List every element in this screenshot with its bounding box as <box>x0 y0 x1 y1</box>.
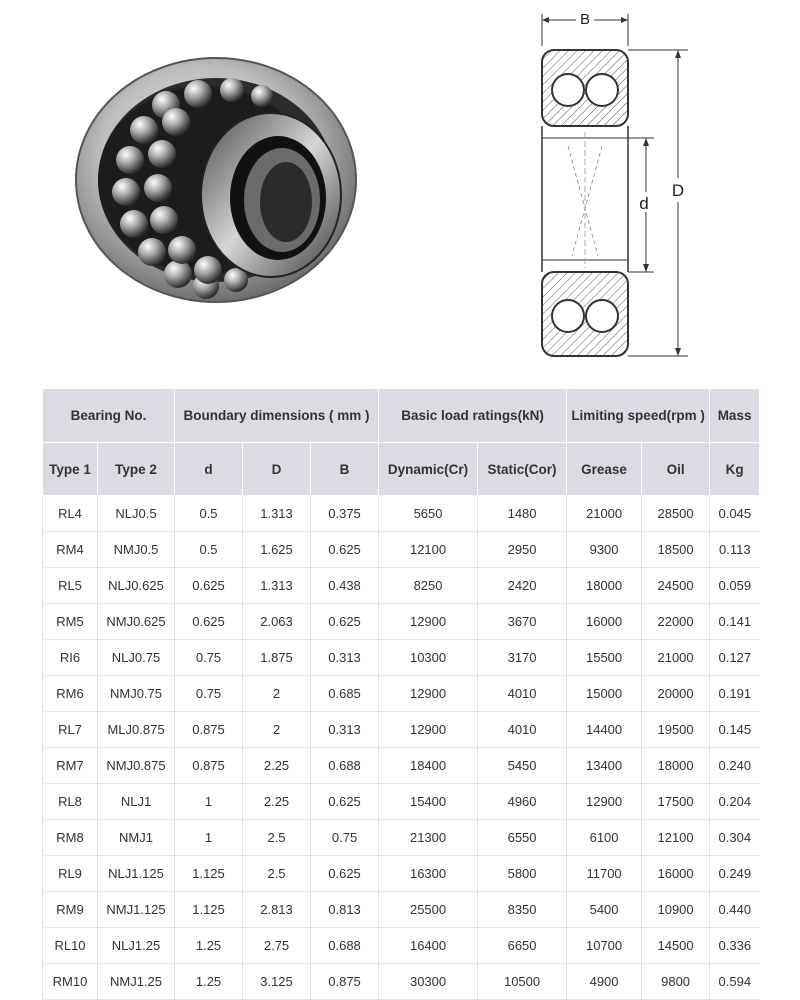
cell-static: 6650 <box>478 928 567 964</box>
cell-dynamic: 18400 <box>379 748 478 784</box>
cell-type2: NMJ1.25 <box>98 964 175 1000</box>
cell-grease: 21000 <box>567 496 642 532</box>
cell-kg: 0.336 <box>710 928 760 964</box>
cell-D: 1.875 <box>243 640 311 676</box>
cell-kg: 0.240 <box>710 748 760 784</box>
cell-B: 0.688 <box>311 928 379 964</box>
cell-type2: NLJ1.25 <box>98 928 175 964</box>
cell-B: 0.688 <box>311 748 379 784</box>
cell-kg: 0.440 <box>710 892 760 928</box>
cell-grease: 15500 <box>567 640 642 676</box>
cell-D: 2 <box>243 676 311 712</box>
cell-B: 0.625 <box>311 856 379 892</box>
cell-dynamic: 12900 <box>379 712 478 748</box>
header-oil: Oil <box>642 443 710 496</box>
cell-type1: RM6 <box>43 676 98 712</box>
table-row <box>43 856 760 892</box>
cell-D: 2.813 <box>243 892 311 928</box>
cell-B: 0.625 <box>311 532 379 568</box>
table-row <box>43 892 760 928</box>
header-boundary-dimensions: Boundary dimensions ( mm ) <box>175 389 379 443</box>
cell-B: 0.813 <box>311 892 379 928</box>
cell-D: 2.5 <box>243 820 311 856</box>
cell-static: 8350 <box>478 892 567 928</box>
cell-B: 0.375 <box>311 496 379 532</box>
cell-static: 5800 <box>478 856 567 892</box>
cell-oil: 18000 <box>642 748 710 784</box>
cell-D: 2.063 <box>243 604 311 640</box>
cell-D: 2.25 <box>243 784 311 820</box>
cell-d: 0.75 <box>175 640 243 676</box>
cell-dynamic: 12100 <box>379 532 478 568</box>
cell-grease: 5400 <box>567 892 642 928</box>
cell-type2: NMJ0.5 <box>98 532 175 568</box>
cell-grease: 15000 <box>567 676 642 712</box>
cell-type1: RM10 <box>43 964 98 1000</box>
cell-type1: RM9 <box>43 892 98 928</box>
cell-grease: 11700 <box>567 856 642 892</box>
cell-oil: 18500 <box>642 532 710 568</box>
cell-type1: RM7 <box>43 748 98 784</box>
table-row <box>43 496 760 532</box>
cell-dynamic: 5650 <box>379 496 478 532</box>
cell-oil: 22000 <box>642 604 710 640</box>
cell-static: 10500 <box>478 964 567 1000</box>
cell-d: 0.5 <box>175 496 243 532</box>
cell-grease: 6100 <box>567 820 642 856</box>
cell-type1: RL4 <box>43 496 98 532</box>
cell-oil: 20000 <box>642 676 710 712</box>
cell-D: 2.25 <box>243 748 311 784</box>
cell-type2: NMJ0.75 <box>98 676 175 712</box>
cell-grease: 18000 <box>567 568 642 604</box>
table-row <box>43 532 760 568</box>
table-row <box>43 964 760 1000</box>
cell-kg: 0.204 <box>710 784 760 820</box>
table-row <box>43 928 760 964</box>
table-row <box>43 568 760 604</box>
table-body <box>43 496 760 1000</box>
cell-dynamic: 16400 <box>379 928 478 964</box>
table-row <box>43 784 760 820</box>
cell-static: 4960 <box>478 784 567 820</box>
cell-oil: 12100 <box>642 820 710 856</box>
cell-d: 0.625 <box>175 604 243 640</box>
cell-type2: NLJ1 <box>98 784 175 820</box>
header-static: Static(Cor) <box>478 443 567 496</box>
header-bearing-no: Bearing No. <box>43 389 175 443</box>
cell-D: 1.313 <box>243 568 311 604</box>
cell-d: 0.75 <box>175 676 243 712</box>
cell-oil: 10900 <box>642 892 710 928</box>
cell-dynamic: 25500 <box>379 892 478 928</box>
cell-kg: 0.141 <box>710 604 760 640</box>
header-mass: Mass <box>710 389 760 443</box>
cell-type1: RL7 <box>43 712 98 748</box>
cell-dynamic: 21300 <box>379 820 478 856</box>
cell-type2: NLJ0.5 <box>98 496 175 532</box>
cell-static: 4010 <box>478 676 567 712</box>
cell-type1: RM5 <box>43 604 98 640</box>
cell-d: 0.875 <box>175 712 243 748</box>
cell-kg: 0.594 <box>710 964 760 1000</box>
cell-oil: 9800 <box>642 964 710 1000</box>
cell-oil: 24500 <box>642 568 710 604</box>
dimension-label-d: d <box>639 194 649 213</box>
cell-grease: 10700 <box>567 928 642 964</box>
cell-dynamic: 30300 <box>379 964 478 1000</box>
table-row <box>43 604 760 640</box>
cell-B: 0.438 <box>311 568 379 604</box>
bearing-photo <box>66 30 366 330</box>
cell-static: 2420 <box>478 568 567 604</box>
cell-d: 1 <box>175 820 243 856</box>
cell-type2: NMJ1 <box>98 820 175 856</box>
cell-kg: 0.191 <box>710 676 760 712</box>
header-type2: Type 2 <box>98 443 175 496</box>
cell-static: 2950 <box>478 532 567 568</box>
table-row <box>43 676 760 712</box>
cell-D: 1.313 <box>243 496 311 532</box>
cell-B: 0.313 <box>311 712 379 748</box>
cell-oil: 21000 <box>642 640 710 676</box>
cell-type2: MLJ0.875 <box>98 712 175 748</box>
cell-oil: 17500 <box>642 784 710 820</box>
cell-kg: 0.045 <box>710 496 760 532</box>
cell-D: 3.125 <box>243 964 311 1000</box>
cell-grease: 13400 <box>567 748 642 784</box>
bearing-spec-table <box>42 388 760 1000</box>
cell-type1: RI6 <box>43 640 98 676</box>
cell-d: 1.25 <box>175 964 243 1000</box>
cell-D: 2.75 <box>243 928 311 964</box>
dimension-label-B: B <box>579 11 591 28</box>
cell-type2: NMJ1.125 <box>98 892 175 928</box>
cell-d: 0.5 <box>175 532 243 568</box>
cell-static: 5450 <box>478 748 567 784</box>
cell-d: 0.625 <box>175 568 243 604</box>
header-dynamic: Dynamic(Cr) <box>379 443 478 496</box>
cell-dynamic: 12900 <box>379 604 478 640</box>
cell-D: 2 <box>243 712 311 748</box>
header-type1: Type 1 <box>43 443 98 496</box>
cell-static: 3170 <box>478 640 567 676</box>
header-grease: Grease <box>567 443 642 496</box>
header-D: D <box>243 443 311 496</box>
cell-type1: RL10 <box>43 928 98 964</box>
cell-static: 1480 <box>478 496 567 532</box>
header-kg: Kg <box>710 443 760 496</box>
cell-dynamic: 12900 <box>379 676 478 712</box>
cell-static: 6550 <box>478 820 567 856</box>
cell-d: 1.25 <box>175 928 243 964</box>
header-d: d <box>175 443 243 496</box>
cell-kg: 0.145 <box>710 712 760 748</box>
cell-kg: 0.059 <box>710 568 760 604</box>
cell-B: 0.313 <box>311 640 379 676</box>
cell-d: 1 <box>175 784 243 820</box>
cell-type2: NMJ0.625 <box>98 604 175 640</box>
cell-grease: 4900 <box>567 964 642 1000</box>
cross-section-drawing <box>528 6 708 362</box>
header-basic-load-ratings: Basic load ratings(kN) <box>379 389 567 443</box>
cell-kg: 0.249 <box>710 856 760 892</box>
table-row <box>43 820 760 856</box>
cell-kg: 0.304 <box>710 820 760 856</box>
cell-kg: 0.113 <box>710 532 760 568</box>
cell-B: 0.75 <box>311 820 379 856</box>
cell-type1: RL5 <box>43 568 98 604</box>
table-row <box>43 640 760 676</box>
cell-type2: NLJ1.125 <box>98 856 175 892</box>
cell-kg: 0.127 <box>710 640 760 676</box>
header-limiting-speed: Limiting speed(rpm ) <box>567 389 710 443</box>
cell-d: 1.125 <box>175 892 243 928</box>
cell-grease: 9300 <box>567 532 642 568</box>
dimension-label-D: D <box>671 181 685 200</box>
table-row <box>43 712 760 748</box>
cell-oil: 28500 <box>642 496 710 532</box>
header-B: B <box>311 443 379 496</box>
cell-dynamic: 8250 <box>379 568 478 604</box>
cell-oil: 19500 <box>642 712 710 748</box>
cell-grease: 14400 <box>567 712 642 748</box>
cell-B: 0.875 <box>311 964 379 1000</box>
cell-B: 0.685 <box>311 676 379 712</box>
cell-type1: RL9 <box>43 856 98 892</box>
cell-oil: 14500 <box>642 928 710 964</box>
cell-oil: 16000 <box>642 856 710 892</box>
cell-D: 2.5 <box>243 856 311 892</box>
cell-dynamic: 10300 <box>379 640 478 676</box>
cell-d: 0.875 <box>175 748 243 784</box>
cell-type2: NMJ0.875 <box>98 748 175 784</box>
cell-type1: RM4 <box>43 532 98 568</box>
cell-B: 0.625 <box>311 784 379 820</box>
cell-type2: NLJ0.625 <box>98 568 175 604</box>
cell-D: 1.625 <box>243 532 311 568</box>
cell-dynamic: 16300 <box>379 856 478 892</box>
cell-d: 1.125 <box>175 856 243 892</box>
cell-type1: RL8 <box>43 784 98 820</box>
cell-B: 0.625 <box>311 604 379 640</box>
cell-grease: 12900 <box>567 784 642 820</box>
table-row <box>43 748 760 784</box>
cell-static: 4010 <box>478 712 567 748</box>
cell-type1: RM8 <box>43 820 98 856</box>
cell-grease: 16000 <box>567 604 642 640</box>
cell-type2: NLJ0.75 <box>98 640 175 676</box>
cell-static: 3670 <box>478 604 567 640</box>
cell-dynamic: 15400 <box>379 784 478 820</box>
